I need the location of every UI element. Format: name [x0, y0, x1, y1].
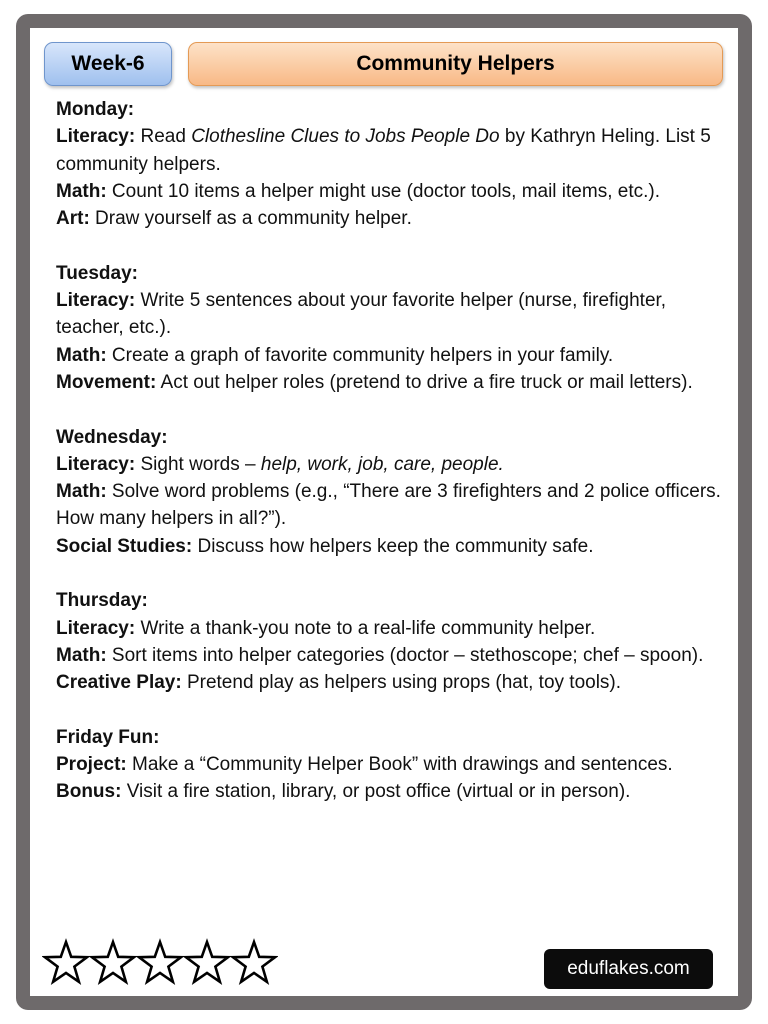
- activity-literacy: Literacy: Sight words – help, work, job, care, people.: [56, 453, 504, 475]
- logo-text: eduflakes.com: [567, 958, 690, 979]
- title-banner: [188, 42, 723, 86]
- lesson-plan: [56, 96, 724, 833]
- activity-math: Math: Solve word problems (e.g., “There are 3 firefighters and 2 police officers. How many helpers in all?”).: [56, 481, 721, 530]
- week-label: Week-6: [71, 52, 145, 75]
- activity-social-studies: Social Studies: Discuss how helpers keep the community safe.: [56, 535, 594, 557]
- activity-label: Bonus:: [56, 781, 122, 803]
- star-outline-icon: [139, 942, 181, 982]
- day-wednesday: [56, 424, 724, 560]
- star-outline-icon: [92, 942, 134, 982]
- day-title: Wednesday:: [56, 426, 168, 448]
- activity-math: Math: Count 10 items a helper might use (doctor tools, mail items, etc.).: [56, 180, 660, 202]
- book-title: Clothesline Clues to Jobs People Do: [191, 126, 500, 148]
- activity-label: Literacy:: [56, 290, 136, 312]
- activity-label: Math:: [56, 344, 107, 366]
- day-tuesday: [56, 260, 724, 396]
- activity-movement: Movement: Act out helper roles (pretend to drive a fire truck or mail letters).: [56, 371, 693, 393]
- page-title: Community Helpers: [356, 52, 555, 75]
- star-outline-icon: [45, 942, 87, 982]
- activity-math: Math: Sort items into helper categories (doctor – stethoscope; chef – spoon).: [56, 644, 704, 666]
- activity-label: Movement:: [56, 371, 157, 393]
- day-title: Friday Fun:: [56, 726, 160, 748]
- activity-label: Literacy:: [56, 126, 136, 148]
- activity-label: Literacy:: [56, 617, 136, 639]
- activity-art: Art: Draw yourself as a community helper.: [56, 208, 412, 230]
- activity-label: Literacy:: [56, 453, 136, 475]
- star-outline-icon: [186, 942, 228, 982]
- day-monday: [56, 96, 724, 232]
- activity-label: Creative Play:: [56, 672, 182, 694]
- day-thursday: [56, 587, 724, 696]
- activity-label: Math:: [56, 644, 107, 666]
- star-outline-icon: [233, 942, 275, 982]
- sight-words: help, work, job, care, people.: [260, 453, 504, 475]
- activity-creative-play: Creative Play: Pretend play as helpers using props (hat, toy tools).: [56, 672, 622, 694]
- activity-label: Project:: [56, 754, 127, 776]
- day-title: Monday:: [56, 99, 135, 120]
- site-logo: [544, 949, 713, 989]
- activity-math: Math: Create a graph of favorite community helpers in your family.: [56, 344, 614, 366]
- activity-literacy: Literacy: Write a thank-you note to a real-life community helper.: [56, 617, 596, 639]
- activity-label: Math:: [56, 180, 107, 202]
- activity-label: Social Studies:: [56, 535, 193, 557]
- week-badge: [44, 42, 172, 86]
- activity-literacy: Literacy: Write 5 sentences about your favorite helper (nurse, firefighter, teacher, etc.).: [56, 290, 667, 339]
- day-title: Thursday:: [56, 590, 148, 612]
- activity-literacy: Literacy: Read Clothesline Clues to Jobs People Do by Kathryn Heling. List 5 community helpers.: [56, 126, 711, 175]
- activity-bonus: Bonus: Visit a fire station, library, or post office (virtual or in person).: [56, 781, 631, 803]
- day-friday: [56, 724, 724, 806]
- activity-label: Art:: [56, 208, 90, 230]
- activity-label: Math:: [56, 481, 107, 503]
- day-title: Tuesday:: [56, 262, 139, 284]
- activity-project: Project: Make a “Community Helper Book” with drawings and sentences.: [56, 754, 673, 776]
- star-rating: [42, 937, 278, 989]
